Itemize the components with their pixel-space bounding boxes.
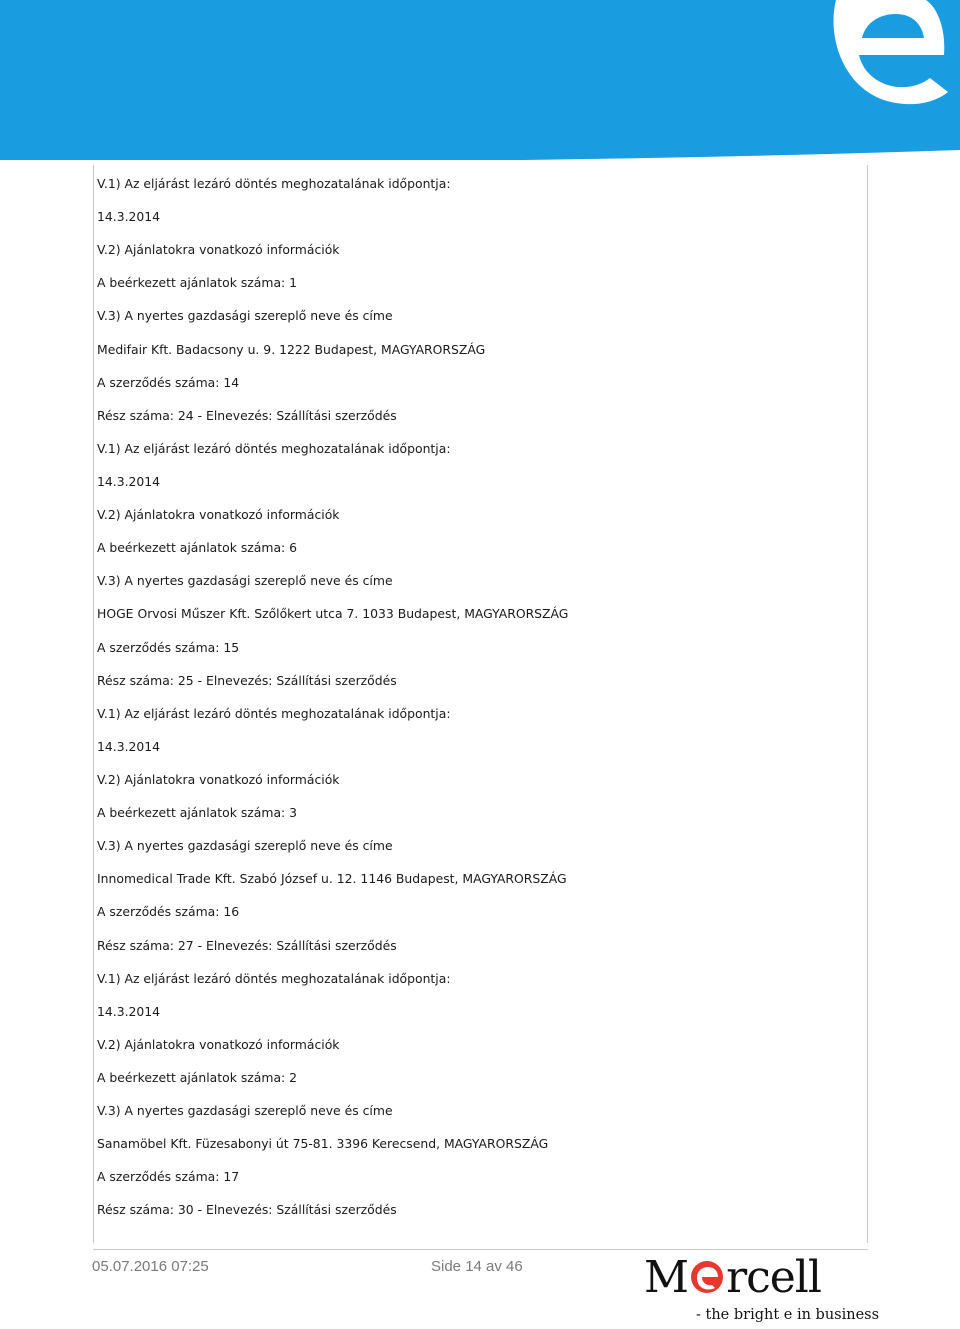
doc-line-contract-number: A szerződés száma: 17 <box>97 1169 240 1185</box>
doc-line-decision-date: 14.3.2014 <box>97 738 161 754</box>
brand-prefix: M <box>644 1252 689 1303</box>
doc-line-offers-count: A beérkezett ajánlatok száma: 6 <box>97 540 298 556</box>
footer-divider <box>93 1249 868 1250</box>
doc-line-offers-count: A beérkezett ajánlatok száma: 3 <box>97 805 298 821</box>
doc-line-winner-heading: V.3) A nyertes gazdasági szereplő neve és címe <box>97 838 393 854</box>
brand-suffix: rcell <box>726 1252 821 1303</box>
doc-line-decision-date: 14.3.2014 <box>97 209 161 225</box>
doc-line-offers-count: A beérkezett ajánlatok száma: 2 <box>97 1069 298 1085</box>
doc-line-decision-date-heading: V.1) Az eljárást lezáró döntés meghozatalának időpontja: <box>97 176 451 191</box>
doc-line-contract-number: A szerződés száma: 16 <box>97 904 240 920</box>
doc-line-offers-heading: V.2) Ajánlatokra vonatkozó információk <box>97 1036 340 1052</box>
doc-line-decision-date-heading: V.1) Az eljárást lezáró döntés meghozatalának időpontja: <box>97 440 451 456</box>
doc-line-winner-address: Sanamöbel Kft. Füzesabonyi út 75-81. 3396 Kerecsend, MAGYARORSZÁG <box>97 1136 549 1152</box>
brand-tagline: - the bright e in business <box>696 1307 880 1323</box>
doc-line-winner-heading: V.3) A nyertes gazdasági szereplő neve és címe <box>97 308 393 324</box>
document-body <box>97 175 857 1235</box>
doc-line-winner-address: HOGE Orvosi Műszer Kft. Szőlőkert utca 7. 1033 Budapest, MAGYARORSZÁG <box>97 606 569 622</box>
doc-line-part-number: Rész száma: 25 - Elnevezés: Szállítási szerződés <box>97 672 397 688</box>
doc-line-offers-heading: V.2) Ajánlatokra vonatkozó információk <box>97 242 340 258</box>
doc-line-contract-number: A szerződés száma: 14 <box>97 374 240 390</box>
doc-line-part-number: Rész száma: 27 - Elnevezés: Szállítási szerződés <box>97 937 397 953</box>
mercell-logo <box>644 1253 874 1303</box>
doc-line-part-number: Rész száma: 24 - Elnevezés: Szállítási szerződés <box>97 407 397 423</box>
doc-line-decision-date: 14.3.2014 <box>97 473 161 489</box>
doc-line-winner-address: Innomedical Trade Kft. Szabó József u. 12. 1146 Budapest, MAGYARORSZÁG <box>97 871 567 887</box>
header-background <box>0 0 960 160</box>
doc-line-winner-heading: V.3) A nyertes gazdasági szereplő neve és címe <box>97 1103 393 1119</box>
doc-line-winner-heading: V.3) A nyertes gazdasági szereplő neve és címe <box>97 573 393 589</box>
doc-line-offers-count: A beérkezett ajánlatok száma: 1 <box>97 275 298 291</box>
header-banner <box>0 0 960 160</box>
doc-line-contract-number: A szerződés száma: 15 <box>97 639 240 655</box>
footer-page-number: Side 14 av 46 <box>431 1258 523 1275</box>
doc-line-winner-address: Medifair Kft. Badacsony u. 9. 1222 Budapest, MAGYARORSZÁG <box>97 341 486 357</box>
doc-line-decision-date-heading: V.1) Az eljárást lezáró döntés meghozatalának időpontja: <box>97 705 451 721</box>
mercell-swirl-icon <box>688 1255 726 1289</box>
brand-wordmark <box>644 1253 821 1303</box>
footer-timestamp: 05.07.2016 07:25 <box>92 1258 209 1275</box>
doc-line-decision-date-heading: V.1) Az eljárást lezáró döntés meghozatalának időpontja: <box>97 970 451 986</box>
doc-line-part-number: Rész száma: 30 - Elnevezés: Szállítási szerződés <box>97 1202 397 1218</box>
mercell-e-icon <box>826 0 960 110</box>
doc-line-decision-date: 14.3.2014 <box>97 1003 161 1019</box>
doc-line-offers-heading: V.2) Ajánlatokra vonatkozó információk <box>97 771 340 787</box>
doc-line-offers-heading: V.2) Ajánlatokra vonatkozó információk <box>97 507 340 523</box>
